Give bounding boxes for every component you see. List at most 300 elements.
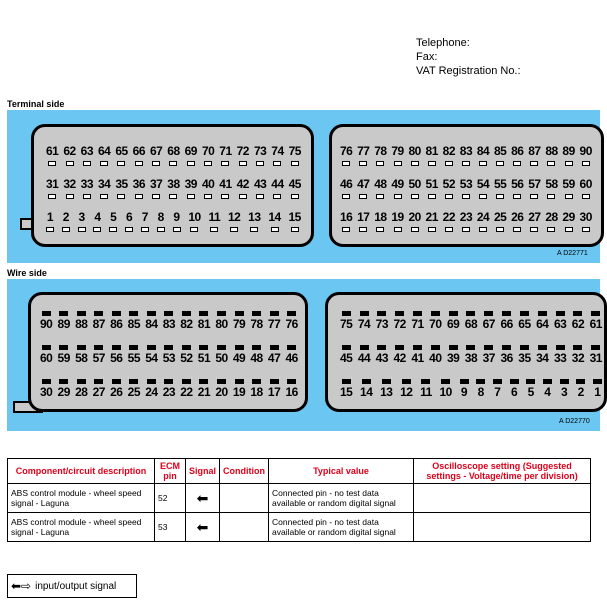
pin	[408, 178, 420, 199]
pin-number: 1	[594, 385, 601, 399]
pin-socket-mark	[66, 194, 74, 199]
pin-socket-mark	[141, 227, 149, 232]
pin-wire-mark	[147, 379, 156, 384]
pin	[408, 211, 420, 232]
pin	[429, 345, 441, 365]
left-arrow-icon: ⬅	[186, 484, 220, 513]
pin-number: 9	[460, 385, 468, 399]
pin-wire-mark	[413, 345, 422, 350]
pin-socket-mark	[530, 161, 538, 166]
pin	[150, 178, 162, 199]
pin-socket-mark	[291, 161, 299, 166]
pin-wire-mark	[449, 345, 458, 350]
pin	[128, 311, 140, 331]
pin-wire-mark	[466, 311, 475, 316]
pin	[340, 178, 352, 199]
pin-wire-mark	[360, 311, 369, 316]
pin-socket-mark	[46, 227, 54, 232]
header-description: Component/circuit description	[8, 459, 155, 484]
pin-number: 49	[391, 177, 404, 191]
pin	[198, 345, 210, 365]
pin	[411, 311, 423, 331]
pin	[237, 145, 249, 166]
pin-wire-mark	[164, 311, 173, 316]
terminal-side-label: Terminal side	[7, 99, 65, 109]
pin-number: 19	[232, 385, 246, 399]
pin-number: 87	[92, 317, 105, 331]
pin	[46, 211, 54, 232]
pin-number: 85	[127, 317, 141, 331]
pin-socket-mark	[479, 194, 487, 199]
pin-wire-mark	[94, 311, 103, 316]
pin-number: 36	[132, 177, 145, 191]
pin	[110, 311, 122, 331]
pin	[447, 345, 459, 365]
pin	[145, 345, 157, 365]
pin	[340, 379, 352, 399]
pin-socket-mark	[169, 161, 177, 166]
pin	[115, 145, 127, 166]
pin	[526, 379, 535, 399]
pin	[572, 311, 584, 331]
pin-number: 31	[46, 177, 59, 191]
pin	[198, 311, 210, 331]
pin-number: 73	[253, 144, 267, 158]
pin	[167, 178, 179, 199]
pin-number: 25	[493, 210, 507, 224]
pin-number: 46	[285, 351, 298, 365]
pin-number: 68	[167, 144, 180, 158]
pin-socket-mark	[530, 227, 538, 232]
cell-pin: 52	[155, 484, 186, 513]
pin	[393, 311, 405, 331]
pin	[393, 345, 405, 365]
pin-socket-mark	[513, 227, 521, 232]
pin-number: 60	[579, 177, 592, 191]
bidirectional-arrow-icon: ⬅⇨	[11, 579, 32, 593]
pin-socket-mark	[342, 194, 350, 199]
pin	[250, 311, 262, 331]
pin	[198, 379, 210, 399]
pin-wire-mark	[502, 345, 511, 350]
pin	[580, 211, 592, 232]
pin-number: 66	[500, 317, 513, 331]
pin-socket-mark	[273, 161, 281, 166]
pin-number: 51	[197, 351, 211, 365]
terminal-side-panel	[7, 110, 600, 263]
pin-socket-mark	[271, 227, 279, 232]
pin-number: 40	[429, 351, 442, 365]
pin-number: 28	[545, 210, 558, 224]
pin-number: 42	[236, 177, 249, 191]
pin-number: 19	[391, 210, 404, 224]
pin-number: 14	[360, 385, 373, 399]
pin-number: 20	[215, 385, 228, 399]
pin-number: 57	[528, 177, 541, 191]
pin-number: 52	[442, 177, 456, 191]
pin-wire-mark	[560, 379, 569, 384]
pin	[202, 145, 214, 166]
pin-wire-mark	[510, 379, 519, 384]
pin-number: 38	[464, 351, 478, 365]
pin-number: 45	[340, 351, 353, 365]
pin-number: 64	[97, 144, 111, 158]
cell-condition	[220, 484, 269, 513]
pin-socket-mark	[445, 227, 453, 232]
pin	[357, 178, 369, 199]
pin	[250, 379, 262, 399]
pin-number: 16	[340, 210, 353, 224]
pin	[391, 211, 403, 232]
pin-wire-mark	[502, 311, 511, 316]
pin-number: 67	[482, 317, 495, 331]
pin-socket-mark	[48, 161, 56, 166]
pin-socket-mark	[187, 194, 195, 199]
pin-number: 24	[145, 385, 158, 399]
pin	[180, 311, 192, 331]
pin	[289, 178, 301, 199]
pin	[429, 311, 441, 331]
pin	[185, 178, 197, 199]
pin-number: 15	[288, 210, 301, 224]
pin-wire-mark	[199, 379, 208, 384]
pin-wire-mark	[395, 345, 404, 350]
pin-socket-mark	[376, 227, 384, 232]
pin-wire-mark	[252, 345, 261, 350]
pin	[46, 178, 58, 199]
pin-wire-mark	[270, 311, 279, 316]
pin	[357, 211, 369, 232]
header-ecm-pin: ECM pin	[155, 459, 186, 484]
terminal-left-connector	[31, 124, 314, 247]
pin-number: 69	[446, 317, 460, 331]
fax-label: Fax:	[416, 51, 438, 63]
pin-wire-mark	[362, 379, 371, 384]
pin-number: 74	[271, 144, 284, 158]
pin-wire-mark	[421, 379, 430, 384]
pin	[93, 379, 105, 399]
pin-number: 79	[232, 317, 246, 331]
pin-number: 78	[374, 144, 387, 158]
pin-number: 82	[442, 144, 456, 158]
pin-number: 64	[536, 317, 549, 331]
pin-wire-mark	[484, 311, 493, 316]
pin	[133, 178, 145, 199]
pin	[580, 178, 592, 199]
pin-number: 66	[132, 144, 145, 158]
pin	[554, 311, 566, 331]
pin-wire-mark	[59, 311, 68, 316]
pin	[93, 311, 105, 331]
pin-socket-mark	[496, 227, 504, 232]
pin-wire-mark	[360, 345, 369, 350]
pin	[477, 178, 489, 199]
pin-number: 8	[477, 385, 484, 399]
pin	[163, 345, 175, 365]
pin-wire-mark	[182, 379, 191, 384]
pin	[545, 178, 557, 199]
pin	[358, 345, 370, 365]
pin-number: 73	[375, 317, 389, 331]
pin-socket-mark	[582, 227, 590, 232]
pin	[215, 345, 227, 365]
pin-number: 39	[184, 177, 197, 191]
pin	[477, 145, 489, 166]
pin-number: 59	[57, 351, 70, 365]
pin	[572, 345, 584, 365]
pin-number: 75	[288, 144, 301, 158]
pin-socket-mark	[83, 194, 91, 199]
pin-number: 29	[562, 210, 575, 224]
pin	[528, 145, 540, 166]
pin	[518, 345, 530, 365]
pin	[110, 379, 122, 399]
pin	[465, 345, 477, 365]
cell-condition	[220, 513, 269, 542]
pin-number: 13	[248, 210, 261, 224]
pin	[173, 211, 181, 232]
pin-number: 23	[162, 385, 176, 399]
pin	[237, 178, 249, 199]
pin-number: 41	[219, 177, 232, 191]
pin-socket-mark	[117, 161, 125, 166]
pin-wire-mark	[593, 379, 602, 384]
pin-number: 34	[536, 351, 549, 365]
pin-number: 50	[408, 177, 421, 191]
pin-socket-mark	[462, 161, 470, 166]
pin-number: 4	[544, 385, 551, 399]
pin	[590, 345, 602, 365]
pin-wire-mark	[466, 345, 475, 350]
pin-number: 27	[528, 210, 541, 224]
pin-number: 15	[340, 385, 353, 399]
pin	[78, 211, 86, 232]
pin-wire-mark	[441, 379, 450, 384]
header-typical-value: Typical value	[269, 459, 414, 484]
pin-number: 90	[40, 317, 53, 331]
pin	[285, 345, 297, 365]
pin-number: 3	[78, 210, 85, 224]
pin-number: 44	[271, 177, 284, 191]
pin-number: 10	[439, 385, 452, 399]
pin-number: 86	[110, 317, 123, 331]
cell-typical-value: Connected pin - no test data available or random digital signal	[269, 484, 414, 513]
pin-wire-mark	[252, 379, 261, 384]
pin-number: 40	[201, 177, 215, 191]
pin-number: 16	[285, 385, 298, 399]
pin-wire-mark	[493, 379, 502, 384]
pin-number: 7	[494, 385, 501, 399]
pin	[500, 345, 512, 365]
pin	[357, 145, 369, 166]
pin-wire-mark	[217, 379, 226, 384]
pin-number: 3	[560, 385, 568, 399]
pin	[360, 379, 372, 399]
pin-socket-mark	[376, 194, 384, 199]
pin-number: 75	[340, 317, 353, 331]
pin	[215, 311, 227, 331]
pin-socket-mark	[62, 227, 70, 232]
pin-wire-mark	[147, 311, 156, 316]
pin-number: 43	[375, 351, 389, 365]
pin-wire-mark	[164, 345, 173, 350]
pin	[358, 311, 370, 331]
pin	[98, 178, 110, 199]
pin-number: 56	[110, 351, 123, 365]
pin-number: 63	[80, 144, 94, 158]
pin-number: 27	[92, 385, 105, 399]
pin-number: 78	[250, 317, 263, 331]
pin	[62, 211, 70, 232]
pin-number: 30	[579, 210, 592, 224]
pin	[374, 145, 386, 166]
pin	[75, 345, 87, 365]
pin-wire-mark	[538, 311, 547, 316]
pin-number: 84	[145, 317, 158, 331]
left-arrow-icon: ⬅	[186, 513, 220, 542]
pin	[180, 379, 192, 399]
pin	[63, 178, 75, 199]
pin	[340, 311, 352, 331]
pin	[81, 178, 93, 199]
pin-wire-mark	[413, 311, 422, 316]
pin-number: 77	[357, 144, 370, 158]
pin-wire-mark	[476, 379, 485, 384]
pin	[133, 145, 145, 166]
pin	[374, 178, 386, 199]
pin-number: 26	[110, 385, 123, 399]
pin	[483, 311, 495, 331]
pin-number: 53	[162, 351, 176, 365]
cell-pin: 53	[155, 513, 186, 542]
pin-wire-mark	[77, 345, 86, 350]
pin	[554, 345, 566, 365]
pin	[460, 178, 472, 199]
pin-number: 57	[92, 351, 105, 365]
pin-number: 76	[340, 144, 353, 158]
pin	[494, 178, 506, 199]
pin-number: 51	[425, 177, 438, 191]
pin-wire-mark	[449, 311, 458, 316]
pin	[545, 211, 557, 232]
pin-number: 6	[510, 385, 518, 399]
pin	[141, 211, 149, 232]
pin-number: 24	[476, 210, 490, 224]
pin-socket-mark	[125, 227, 133, 232]
table-row	[8, 484, 591, 513]
pin-socket-mark	[239, 161, 247, 166]
pin	[543, 379, 552, 399]
pin-number: 85	[493, 144, 507, 158]
pin-number: 65	[115, 144, 128, 158]
pin	[268, 211, 280, 232]
pin-number: 12	[400, 385, 413, 399]
pin-number: 42	[393, 351, 406, 365]
pin	[447, 311, 459, 331]
pin-wire-mark	[112, 345, 121, 350]
pin-number: 53	[459, 177, 473, 191]
pin-socket-mark	[411, 227, 419, 232]
pin	[233, 379, 245, 399]
pin	[476, 379, 485, 399]
pin	[391, 145, 403, 166]
pin-number: 65	[518, 317, 531, 331]
pin-number: 67	[149, 144, 163, 158]
pin-socket-mark	[342, 227, 350, 232]
pin-number: 62	[63, 144, 76, 158]
wire-side-label: Wire side	[7, 268, 47, 278]
pin	[443, 178, 455, 199]
pin-wire-mark	[42, 379, 51, 384]
pin-number: 2	[62, 210, 69, 224]
pin	[285, 311, 297, 331]
pin	[40, 345, 52, 365]
pin-number: 89	[562, 144, 575, 158]
pin-wire-mark	[520, 345, 529, 350]
pin-wire-mark	[112, 311, 121, 316]
pin-socket-mark	[565, 161, 573, 166]
pin	[460, 211, 472, 232]
pin-number: 37	[482, 351, 495, 365]
pin	[545, 145, 557, 166]
cell-oscilloscope	[414, 484, 591, 513]
pin	[233, 311, 245, 331]
pin-socket-mark	[547, 161, 555, 166]
pin-number: 58	[75, 351, 88, 365]
pin-number: 31	[589, 351, 602, 365]
pin-socket-mark	[342, 161, 350, 166]
pin	[268, 379, 280, 399]
pin-socket-mark	[530, 194, 538, 199]
pin-number: 90	[579, 144, 592, 158]
pin-socket-mark	[256, 161, 264, 166]
pin-socket-mark	[135, 161, 143, 166]
pin-wire-mark	[287, 379, 296, 384]
pin-number: 88	[75, 317, 88, 331]
pin	[408, 145, 420, 166]
pin-socket-mark	[273, 194, 281, 199]
pin	[580, 145, 592, 166]
pin-number: 37	[149, 177, 163, 191]
pin-socket-mark	[83, 161, 91, 166]
pin-socket-mark	[582, 161, 590, 166]
pin-number: 33	[80, 177, 94, 191]
pin-number: 89	[57, 317, 70, 331]
pin-socket-mark	[157, 227, 165, 232]
pin-wire-mark	[556, 311, 565, 316]
pin-number: 61	[589, 317, 602, 331]
pin-wire-mark	[77, 311, 86, 316]
pin-number: 35	[115, 177, 128, 191]
pin-number: 10	[188, 210, 201, 224]
pin-socket-mark	[428, 227, 436, 232]
pin-socket-mark	[496, 161, 504, 166]
pin	[81, 145, 93, 166]
cell-description: ABS control module - wheel speed signal - Laguna	[8, 484, 155, 513]
pin-socket-mark	[204, 161, 212, 166]
pin	[289, 211, 301, 232]
pin	[128, 379, 140, 399]
pin	[483, 345, 495, 365]
pin	[250, 345, 262, 365]
pin-socket-mark	[250, 227, 258, 232]
pin	[268, 311, 280, 331]
pin-number: 55	[127, 351, 141, 365]
cell-typical-value: Connected pin - no test data available or random digital signal	[269, 513, 414, 542]
pin-socket-mark	[428, 194, 436, 199]
pin-socket-mark	[169, 194, 177, 199]
pin-socket-mark	[100, 194, 108, 199]
